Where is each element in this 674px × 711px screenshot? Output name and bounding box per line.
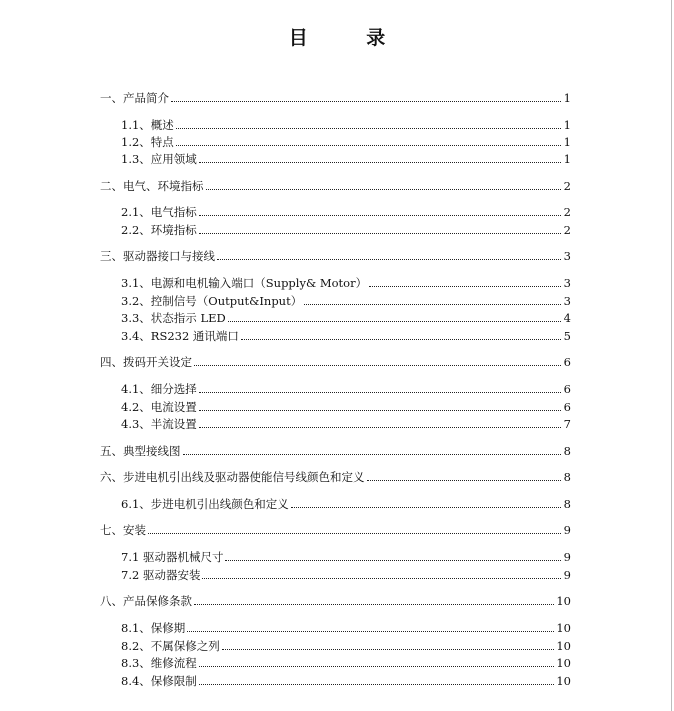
toc-entry-label: 3.1、电源和电机输入端口（Supply& Motor） — [121, 276, 368, 290]
toc-entry-page: 3 — [563, 276, 571, 290]
toc-entry-label: 1.2、特点 — [121, 135, 174, 149]
toc-entry-label: 3.4、RS232 通讯端口 — [121, 329, 239, 343]
dot-leader — [367, 469, 562, 481]
toc-entry-label: 8.1、保修期 — [121, 621, 186, 635]
toc-entry[interactable] — [121, 134, 571, 150]
toc-entry-page: 1 — [563, 135, 571, 149]
toc-entry-page: 1 — [563, 118, 571, 132]
toc-entry[interactable] — [121, 673, 571, 689]
toc-entry-page: 8 — [563, 444, 571, 458]
dot-leader — [225, 549, 561, 561]
dot-leader — [187, 620, 554, 632]
toc-entry-page: 10 — [556, 594, 571, 608]
dot-leader — [176, 117, 561, 129]
dot-leader — [199, 655, 555, 667]
dot-leader — [222, 638, 555, 650]
dot-leader — [176, 134, 561, 146]
toc-entry-label: 4.3、半流设置 — [121, 417, 197, 431]
toc-entry-page: 8 — [563, 497, 571, 511]
toc-entry-label: 3.3、状态指示 LED — [121, 311, 226, 325]
toc-entry-label: 2.1、电气指标 — [121, 205, 197, 219]
dot-leader — [369, 275, 561, 287]
toc-entry[interactable] — [121, 117, 571, 133]
dot-leader — [206, 178, 562, 190]
dot-leader — [199, 381, 561, 393]
toc-entry-page: 10 — [556, 639, 571, 653]
toc-entry-page: 3 — [563, 294, 571, 308]
toc-entry-page: 6 — [563, 355, 571, 369]
toc-entry[interactable] — [100, 248, 571, 264]
toc-entry-label: 8.4、保修限制 — [121, 674, 197, 688]
page-edge-line — [671, 0, 672, 711]
toc-entry-page: 10 — [556, 621, 571, 635]
toc-entry-label: 七、安装 — [100, 523, 146, 537]
toc-entry-page: 1 — [563, 152, 571, 166]
toc-entry-page: 7 — [563, 417, 571, 431]
toc-entry[interactable] — [121, 416, 571, 432]
toc-entry[interactable] — [121, 399, 571, 415]
toc-entry-page: 2 — [563, 179, 571, 193]
toc-entry[interactable] — [121, 310, 571, 326]
dot-leader — [171, 90, 561, 102]
toc-entry-label: 4.1、细分选择 — [121, 382, 197, 396]
dot-leader — [199, 222, 561, 234]
toc-entry-label: 五、典型接线图 — [100, 444, 181, 458]
toc-entry[interactable] — [121, 620, 571, 636]
toc-entry-label: 1.1、概述 — [121, 118, 174, 132]
toc-entry-label: 三、驱动器接口与接线 — [100, 249, 215, 263]
toc-entry-label: 六、步进电机引出线及驱动器使能信号线颜色和定义 — [100, 470, 365, 484]
dot-leader — [194, 354, 561, 366]
toc-entry-page: 3 — [563, 249, 571, 263]
toc-entry[interactable] — [121, 328, 571, 344]
toc-entry[interactable] — [121, 567, 571, 583]
dot-leader — [217, 248, 561, 260]
dot-leader — [194, 593, 554, 605]
dot-leader — [199, 151, 561, 163]
toc-entry[interactable] — [121, 222, 571, 238]
toc-entry-page: 2 — [563, 223, 571, 237]
dot-leader — [291, 496, 561, 508]
toc-entry-page: 4 — [563, 311, 571, 325]
toc-entry-label: 7.2 驱动器安装 — [121, 568, 201, 582]
toc-entry[interactable] — [100, 593, 571, 609]
toc-entry[interactable] — [121, 655, 571, 671]
toc-entry-label: 2.2、环境指标 — [121, 223, 197, 237]
toc-entry-page: 1 — [563, 91, 571, 105]
toc-entry-label: 8.2、不属保修之列 — [121, 639, 220, 653]
toc-entry[interactable] — [121, 638, 571, 654]
page-title: 目 录 — [288, 27, 412, 49]
toc-entry-label: 1.3、应用领域 — [121, 152, 197, 166]
toc-entry-page: 9 — [563, 523, 571, 537]
toc-entry[interactable] — [100, 354, 571, 370]
dot-leader — [202, 567, 561, 579]
toc-entry-label: 6.1、步进电机引出线颜色和定义 — [121, 497, 289, 511]
toc-entry[interactable] — [100, 90, 571, 106]
toc-entry-page: 6 — [563, 382, 571, 396]
toc-entry[interactable] — [100, 522, 571, 538]
toc-entry[interactable] — [121, 275, 571, 291]
dot-leader — [228, 310, 561, 322]
toc-entry-page: 10 — [556, 674, 571, 688]
toc-entry[interactable] — [121, 549, 571, 565]
toc-entry-page: 10 — [556, 656, 571, 670]
toc-entry[interactable] — [100, 443, 571, 459]
toc-entry-label: 八、产品保修条款 — [100, 594, 192, 608]
toc-entry-label: 四、拨码开关设定 — [100, 355, 192, 369]
toc-entry-label: 3.2、控制信号（Output&Input） — [121, 294, 303, 308]
toc-entry-label: 8.3、维修流程 — [121, 656, 197, 670]
toc-entry[interactable] — [121, 381, 571, 397]
toc-entry-label: 7.1 驱动器机械尺寸 — [121, 550, 224, 564]
dot-leader — [199, 673, 555, 685]
toc-entry-page: 6 — [563, 400, 571, 414]
toc-entry[interactable] — [121, 293, 571, 309]
toc-entry-label: 4.2、电流设置 — [121, 400, 197, 414]
toc-entry-page: 5 — [563, 329, 571, 343]
dot-leader — [183, 443, 562, 455]
dot-leader — [199, 399, 561, 411]
toc-entry-page: 2 — [563, 205, 571, 219]
toc-entry[interactable] — [121, 496, 571, 512]
dot-leader — [241, 328, 561, 340]
toc-entry-label: 一、产品简介 — [100, 91, 169, 105]
dot-leader — [199, 416, 561, 428]
toc-entry[interactable] — [100, 469, 571, 485]
toc-entry-page: 9 — [563, 550, 571, 564]
toc-entry[interactable] — [121, 151, 571, 167]
toc-entry-page: 8 — [563, 470, 571, 484]
toc-entry-page: 9 — [563, 568, 571, 582]
dot-leader — [148, 522, 561, 534]
dot-leader — [199, 204, 561, 216]
toc-entry[interactable] — [121, 204, 571, 220]
toc-entry-label: 二、电气、环境指标 — [100, 179, 204, 193]
toc-entry[interactable] — [100, 178, 571, 194]
dot-leader — [304, 293, 561, 305]
